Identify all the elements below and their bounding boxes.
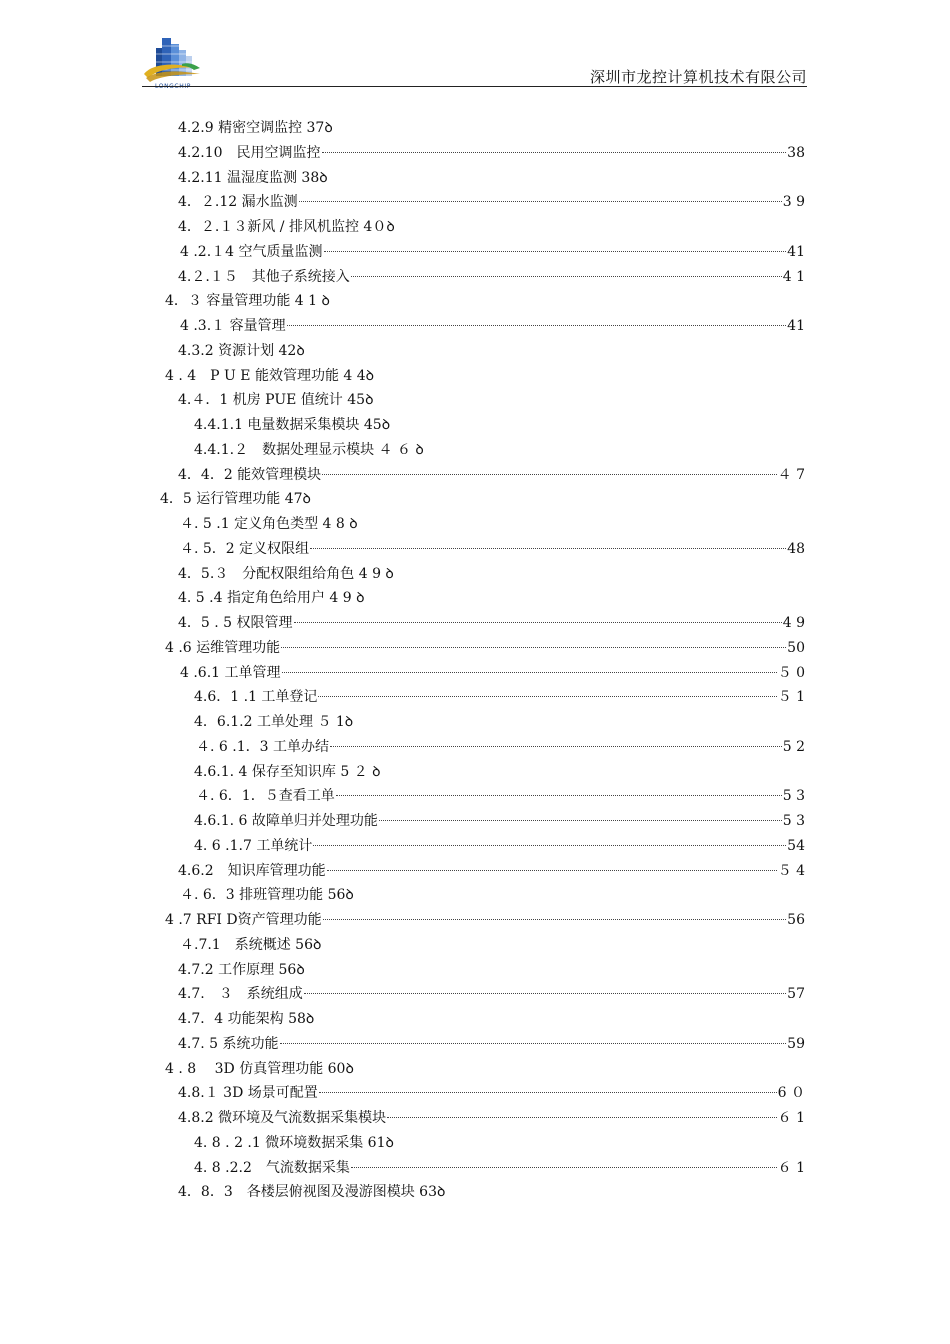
toc-dot-leader xyxy=(280,1043,787,1044)
toc-entry-title: 4.7. 5 系统功能 xyxy=(178,1035,279,1052)
toc-entry-page-number: 4 1 xyxy=(782,268,805,285)
toc-entry xyxy=(180,935,321,955)
toc-entry-page-number: ５ 1 xyxy=(777,689,805,706)
toc-entry-page-number: 59 xyxy=(787,1035,805,1052)
toc-entry-title: 4．8．3 各楼层俯视图及漫游图模块 63ꝺ xyxy=(178,1184,446,1201)
company-name: 深圳市龙控计算机技术有限公司 xyxy=(589,68,807,86)
toc-entry xyxy=(178,192,805,212)
toc-entry-title: 4．5 运行管理功能 47ꝺ xyxy=(160,491,311,508)
toc-entry-title: ４.7.1 系统概述 56ꝺ xyxy=(180,936,322,953)
toc-entry xyxy=(165,1059,354,1079)
toc-entry xyxy=(178,1108,805,1128)
toc-entry-title: 4.8.2 微环境及气流数据采集模块 xyxy=(178,1110,387,1126)
toc-dot-leader xyxy=(282,672,777,673)
toc-entry-title: 4 .7 RFI D资产管理功能 xyxy=(165,912,322,928)
toc-entry-page-number: ５ 4 xyxy=(777,862,805,879)
toc-entry-title: 4 . 4 P U E 能效管理功能 4 4ꝺ xyxy=(165,367,375,384)
toc-entry xyxy=(180,514,358,534)
toc-entry-page-number: 48 xyxy=(787,540,805,557)
toc-dot-leader xyxy=(281,647,786,648)
toc-entry xyxy=(178,267,805,287)
toc-entry-title: 4.7. ３ 系统组成 xyxy=(178,986,303,1003)
toc-entry xyxy=(178,861,805,881)
toc-entry xyxy=(165,366,374,386)
toc-entry-page-number: ５ 0 xyxy=(777,664,805,681)
toc-entry-title: 4．３ 容量管理功能 4 1 ꝺ xyxy=(165,293,330,310)
toc-entry-page-number: 57 xyxy=(787,986,805,1003)
toc-entry-title: 4.2.10 民用空调监控 xyxy=(178,144,321,161)
toc-entry-title: 4．5.３ 分配权限组给角色 4 9 ꝺ xyxy=(178,565,394,582)
toc-entry-page-number: ６ 1 xyxy=(777,1159,805,1176)
toc-dot-leader xyxy=(387,1117,777,1118)
toc-entry-title: ４. 6 .1．3 工单办结 xyxy=(196,738,329,755)
toc-entry xyxy=(180,242,805,262)
toc-entry xyxy=(178,390,373,410)
toc-entry-title: 4. 6 .1.7 工单统计 xyxy=(194,837,313,854)
toc-dot-leader xyxy=(323,919,787,920)
toc-dot-leader xyxy=(310,548,786,549)
toc-entry-title: 4 . 8 3D 仿真管理功能 60ꝺ xyxy=(165,1060,354,1077)
toc-entry-title: 4．２.１３新风 / 排风机监控 4０ꝺ xyxy=(178,219,395,235)
toc-entry-title: 4.7.2 工作原理 56ꝺ xyxy=(178,961,305,978)
toc-dot-leader xyxy=(294,622,782,623)
toc-entry xyxy=(165,910,805,930)
toc-entry-title: 4.４．1 机房 PUE 值统计 45ꝺ xyxy=(178,392,374,409)
toc-entry xyxy=(178,143,805,163)
logo-graphic xyxy=(142,34,204,90)
toc-entry xyxy=(194,440,424,460)
toc-entry-title: 4. 5 .4 指定角色给用户 4 9 ꝺ xyxy=(178,590,365,607)
toc-entry xyxy=(180,539,805,559)
toc-entry-page-number: ４ 7 xyxy=(777,466,805,483)
toc-entry-page-number: 54 xyxy=(787,837,805,854)
toc-entry xyxy=(178,564,394,584)
toc-entry xyxy=(178,960,305,980)
toc-entry-title: 4．6.1.2 工单处理 ５ 1ꝺ xyxy=(194,714,354,730)
toc-entry-page-number: ６ 1 xyxy=(777,1110,805,1126)
toc-entry-title: 4.2.11 温湿度监测 38ꝺ xyxy=(178,169,328,186)
toc-entry xyxy=(194,836,805,856)
header-divider xyxy=(142,86,807,87)
toc-dot-leader xyxy=(327,870,777,871)
toc-entry-title: 4.8.１ 3D 场景可配置 xyxy=(178,1085,318,1102)
toc-entry xyxy=(180,316,805,336)
toc-entry xyxy=(194,762,381,782)
toc-entry-title: 4．5 . 5 权限管理 xyxy=(178,615,293,631)
toc-entry xyxy=(178,613,805,633)
toc-entry xyxy=(178,341,305,361)
toc-entry-title: 4.6．1 .1 工单登记 xyxy=(194,689,318,706)
toc-entry-page-number: 6 ０ xyxy=(777,1085,805,1102)
toc-entry-page-number: 3 9 xyxy=(782,194,805,211)
toc-entry xyxy=(178,984,805,1004)
toc-entry xyxy=(178,1182,445,1202)
toc-entry-title: 4.2.9 精密空调监控 37ꝺ xyxy=(178,120,333,136)
toc-entry-title: 4 .2.１4 空气质量监测 xyxy=(180,243,323,260)
toc-entry xyxy=(194,415,390,435)
toc-entry xyxy=(178,118,333,138)
toc-entry xyxy=(194,687,805,707)
toc-entry xyxy=(178,1009,314,1029)
toc-dot-leader xyxy=(319,1092,777,1093)
toc-entry xyxy=(178,168,328,188)
toc-entry-title: 4．２.12 漏水监测 xyxy=(178,194,298,211)
toc-dot-leader xyxy=(304,993,786,994)
toc-entry xyxy=(160,489,311,509)
toc-entry xyxy=(178,588,365,608)
toc-entry xyxy=(178,1083,805,1103)
toc-entry-page-number: 56 xyxy=(787,912,805,928)
toc-entry-title: ４. 6．3 排班管理功能 56ꝺ xyxy=(180,887,354,904)
toc-entry-title: 4.7．4 功能架构 58ꝺ xyxy=(178,1011,315,1027)
company-logo xyxy=(142,34,204,90)
toc-entry xyxy=(194,712,353,732)
toc-dot-leader xyxy=(351,1167,777,1168)
toc-entry xyxy=(165,291,330,311)
toc-entry-title: 4 .6.1 工单管理 xyxy=(180,664,281,681)
toc-entry-title: ４. 6．1．５查看工单 xyxy=(196,788,335,805)
toc-entry xyxy=(178,465,805,485)
toc-entry-title: 4. 8 .2.2 气流数据采集 xyxy=(194,1159,350,1176)
toc-entry-title: 4.6.1. 6 故障单归并处理功能 xyxy=(194,813,378,829)
toc-entry xyxy=(196,737,805,757)
toc-entry-title: ４. 5 .1 定义角色类型 4 8 ꝺ xyxy=(180,516,358,532)
toc-dot-leader xyxy=(330,746,782,747)
toc-entry xyxy=(180,663,805,683)
toc-dot-leader xyxy=(351,276,782,277)
toc-entry xyxy=(194,1158,805,1178)
toc-entry-page-number: 5 3 xyxy=(782,788,805,805)
toc-entry-title: 4．4．2 能效管理模块 xyxy=(178,466,322,483)
toc-entry-page-number: 5 3 xyxy=(782,813,805,829)
toc-entry-page-number: 41 xyxy=(787,243,805,260)
toc-entry-title: 4.6.2 知识库管理功能 xyxy=(178,862,326,879)
toc-entry-page-number: 41 xyxy=(787,318,805,334)
toc-dot-leader xyxy=(287,325,787,326)
toc-entry-title: 4.4.1.1 电量数据采集模块 45ꝺ xyxy=(194,417,391,433)
toc-entry-title: 4.4.1.２ 数据处理显示模块 ４ ６ ꝺ xyxy=(194,441,424,458)
toc-entry-title: 4. 8 . 2 .1 微环境数据采集 61ꝺ xyxy=(194,1134,394,1151)
toc-entry-title: 4 .3.１ 容量管理 xyxy=(180,318,286,334)
toc-entry-title: 4.3.2 资源计划 42ꝺ xyxy=(178,342,305,359)
toc-dot-leader xyxy=(379,820,782,821)
toc-dot-leader xyxy=(336,795,782,796)
toc-dot-leader xyxy=(324,251,787,252)
logo-wordmark: LONGCHIP xyxy=(155,83,191,90)
toc-entry-page-number: 4 9 xyxy=(782,615,805,631)
toc-dot-leader xyxy=(318,696,776,697)
toc-entry-title: ４. 5．2 定义权限组 xyxy=(180,540,310,557)
toc-dot-leader xyxy=(322,474,776,475)
toc-entry xyxy=(194,811,805,831)
toc-entry-page-number: 50 xyxy=(787,639,805,656)
toc-entry-title: 4.6.1. 4 保存至知识库 5 ２ ꝺ xyxy=(194,763,381,780)
toc-dot-leader xyxy=(299,201,782,202)
toc-entry xyxy=(165,638,805,658)
toc-dot-leader xyxy=(313,845,786,846)
toc-entry xyxy=(194,1133,394,1153)
toc-entry-title: 4.２.１５ 其他子系统接入 xyxy=(178,268,350,285)
toc-entry-title: 4 .6 运维管理功能 xyxy=(165,639,281,656)
toc-entry xyxy=(178,217,395,237)
toc-dot-leader xyxy=(322,152,787,153)
toc-entry-page-number: 38 xyxy=(787,144,805,161)
toc-entry xyxy=(196,786,805,806)
toc-entry xyxy=(178,1034,805,1054)
toc-entry-page-number: 5 2 xyxy=(782,738,805,755)
toc-entry xyxy=(180,885,354,905)
